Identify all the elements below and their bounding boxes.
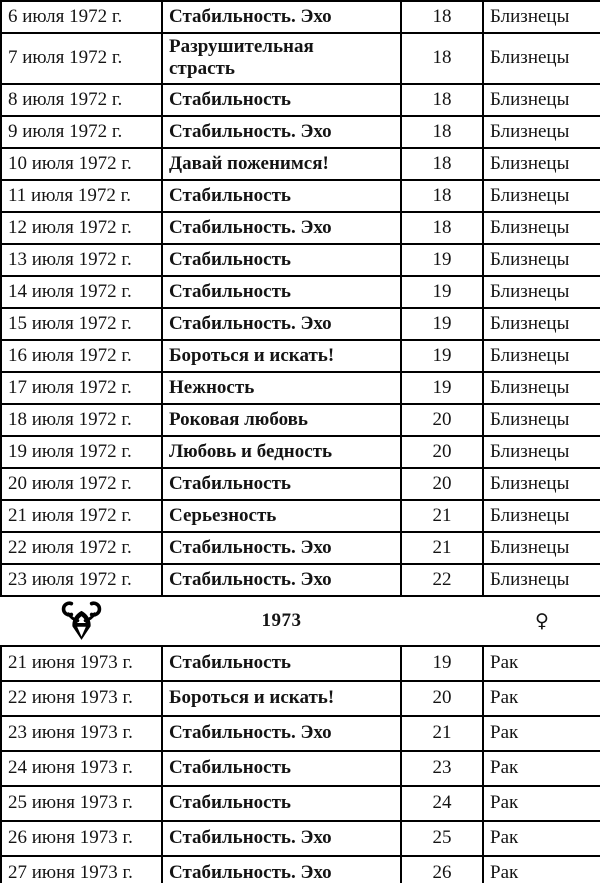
date-cell: 15 июля 1972 г. [1,308,162,340]
event-text: Стабильность. Эхо [169,120,332,142]
table-row [1,436,600,468]
section-1973-rows [1,646,600,883]
event-cell [162,404,401,436]
table-row [1,372,600,404]
event-text: Стабильность [169,792,291,814]
number-cell: 18 [401,148,483,180]
number-cell: 21 [401,532,483,564]
number-cell: 20 [401,681,483,716]
event-text: Стабильность. Эхо [169,312,332,334]
date-cell: 11 июля 1972 г. [1,180,162,212]
table-row [1,646,600,681]
event-cell [162,500,401,532]
event-cell [162,564,401,596]
event-cell [162,244,401,276]
zodiac-cell: Близнецы [483,500,600,532]
number-cell: 18 [401,33,483,84]
table-row [1,212,600,244]
number-cell: 18 [401,1,483,33]
zodiac-cell: Рак [483,821,600,856]
event-text: Стабильность [169,652,291,674]
event-cell [162,821,401,856]
event-cell [162,468,401,500]
date-cell: 17 июля 1972 г. [1,372,162,404]
zodiac-cell: Близнецы [483,340,600,372]
number-cell: 19 [401,372,483,404]
event-text: Стабильность [169,472,291,494]
table-row [1,148,600,180]
event-cell [162,180,401,212]
event-text: Стабильность [169,248,291,270]
event-cell [162,532,401,564]
table-row [1,116,600,148]
date-cell: 14 июля 1972 г. [1,276,162,308]
event-text: Стабильность. Эхо [169,216,332,238]
date-cell: 6 июля 1972 г. [1,1,162,33]
event-cell [162,340,401,372]
number-cell: 20 [401,436,483,468]
table-row [1,276,600,308]
event-text: Бороться и искать! [169,344,335,366]
date-cell: 16 июля 1972 г. [1,340,162,372]
zodiac-cell: Близнецы [483,116,600,148]
event-text: Давай поженимся! [169,152,329,174]
date-cell: 8 июля 1972 г. [1,84,162,116]
year-label: 1973 [162,596,401,646]
event-cell [162,646,401,681]
zodiac-cell: Рак [483,751,600,786]
event-cell [162,148,401,180]
event-cell [162,786,401,821]
event-cell [162,1,401,33]
number-cell: 24 [401,786,483,821]
number-cell: 20 [401,468,483,500]
year-divider-row [1,596,600,646]
number-cell: 18 [401,212,483,244]
number-cell: 21 [401,500,483,532]
date-cell: 19 июля 1972 г. [1,436,162,468]
zodiac-cell: Близнецы [483,532,600,564]
event-cell [162,308,401,340]
event-cell [162,856,401,883]
date-cell: 24 июня 1973 г. [1,751,162,786]
table-row [1,404,600,436]
table-row [1,681,600,716]
number-cell: 25 [401,821,483,856]
zodiac-cell: Рак [483,716,600,751]
date-cell: 21 июня 1973 г. [1,646,162,681]
zodiac-cell: Близнецы [483,436,600,468]
number-cell: 18 [401,116,483,148]
table-row [1,500,600,532]
zodiac-cell: Близнецы [483,148,600,180]
number-cell: 22 [401,564,483,596]
date-cell: 26 июня 1973 г. [1,821,162,856]
event-text: Стабильность. Эхо [169,5,332,27]
divider-empty-cell [401,596,483,646]
table-row [1,1,600,33]
date-cell: 10 июля 1972 г. [1,148,162,180]
date-cell: 21 июля 1972 г. [1,500,162,532]
event-text: Нежность [169,376,255,398]
date-cell: 23 июня 1973 г. [1,716,162,751]
number-cell: 23 [401,751,483,786]
event-text: Стабильность. Эхо [169,722,332,744]
zodiac-cell: Близнецы [483,468,600,500]
event-text: Роковая любовь [169,408,308,430]
date-cell: 12 июля 1972 г. [1,212,162,244]
number-cell: 19 [401,646,483,681]
number-cell: 19 [401,308,483,340]
date-cell: 7 июля 1972 г. [1,33,162,84]
zodiac-cell: Близнецы [483,84,600,116]
crab-icon [58,600,105,642]
event-cell [162,84,401,116]
event-text: Стабильность. Эхо [169,827,332,849]
number-cell: 19 [401,244,483,276]
date-cell: 23 июля 1972 г. [1,564,162,596]
date-cell: 9 июля 1972 г. [1,116,162,148]
number-cell: 18 [401,84,483,116]
table-row [1,180,600,212]
crab-cell [1,596,162,646]
event-text: Бороться и искать! [169,687,335,709]
table-row [1,84,600,116]
table-row [1,33,600,84]
table-row [1,468,600,500]
event-cell [162,716,401,751]
zodiac-cell: Близнецы [483,564,600,596]
date-cell: 13 июля 1972 г. [1,244,162,276]
table-row [1,244,600,276]
event-cell [162,276,401,308]
date-cell: 22 июля 1972 г. [1,532,162,564]
zodiac-cell: Близнецы [483,1,600,33]
event-cell [162,681,401,716]
zodiac-cell: Близнецы [483,372,600,404]
zodiac-cell: Близнецы [483,276,600,308]
zodiac-cell: Близнецы [483,404,600,436]
event-cell [162,436,401,468]
zodiac-cell: Рак [483,856,600,883]
table-row [1,564,600,596]
date-cell: 27 июня 1973 г. [1,856,162,883]
number-cell: 19 [401,276,483,308]
date-cell: 20 июля 1972 г. [1,468,162,500]
event-cell [162,372,401,404]
number-cell: 20 [401,404,483,436]
table-row [1,308,600,340]
event-cell [162,33,401,84]
table-row [1,716,600,751]
venus-icon: ♀ [483,596,600,646]
event-text: Серьезность [169,504,277,526]
zodiac-cell: Близнецы [483,212,600,244]
date-cell: 22 июня 1973 г. [1,681,162,716]
section-1972-rows [1,1,600,596]
zodiac-cell: Близнецы [483,180,600,212]
zodiac-cell: Близнецы [483,244,600,276]
zodiac-cell: Рак [483,681,600,716]
table-row [1,821,600,856]
section-year-divider [1,596,600,646]
number-cell: 18 [401,180,483,212]
event-text: Стабильность. Эхо [169,536,332,558]
event-text: Стабильность. Эхо [169,568,332,590]
date-cell: 18 июля 1972 г. [1,404,162,436]
event-text: Разрушительная страсть [169,36,314,80]
table-row [1,532,600,564]
event-text: Стабильность [169,184,291,206]
event-text: Стабильность [169,280,291,302]
table-row [1,856,600,883]
event-text: Стабильность [169,757,291,779]
event-text: Стабильность. Эхо [169,862,332,883]
number-cell: 26 [401,856,483,883]
number-cell: 21 [401,716,483,751]
table-row [1,751,600,786]
zodiac-cell: Близнецы [483,33,600,84]
number-cell: 19 [401,340,483,372]
table-row [1,340,600,372]
zodiac-cell: Рак [483,646,600,681]
table-row [1,786,600,821]
date-cell: 25 июня 1973 г. [1,786,162,821]
event-text: Любовь и бедность [169,440,333,462]
zodiac-cell: Близнецы [483,308,600,340]
event-text: Стабильность [169,88,291,110]
event-cell [162,751,401,786]
zodiac-cell: Рак [483,786,600,821]
event-cell [162,212,401,244]
event-cell [162,116,401,148]
